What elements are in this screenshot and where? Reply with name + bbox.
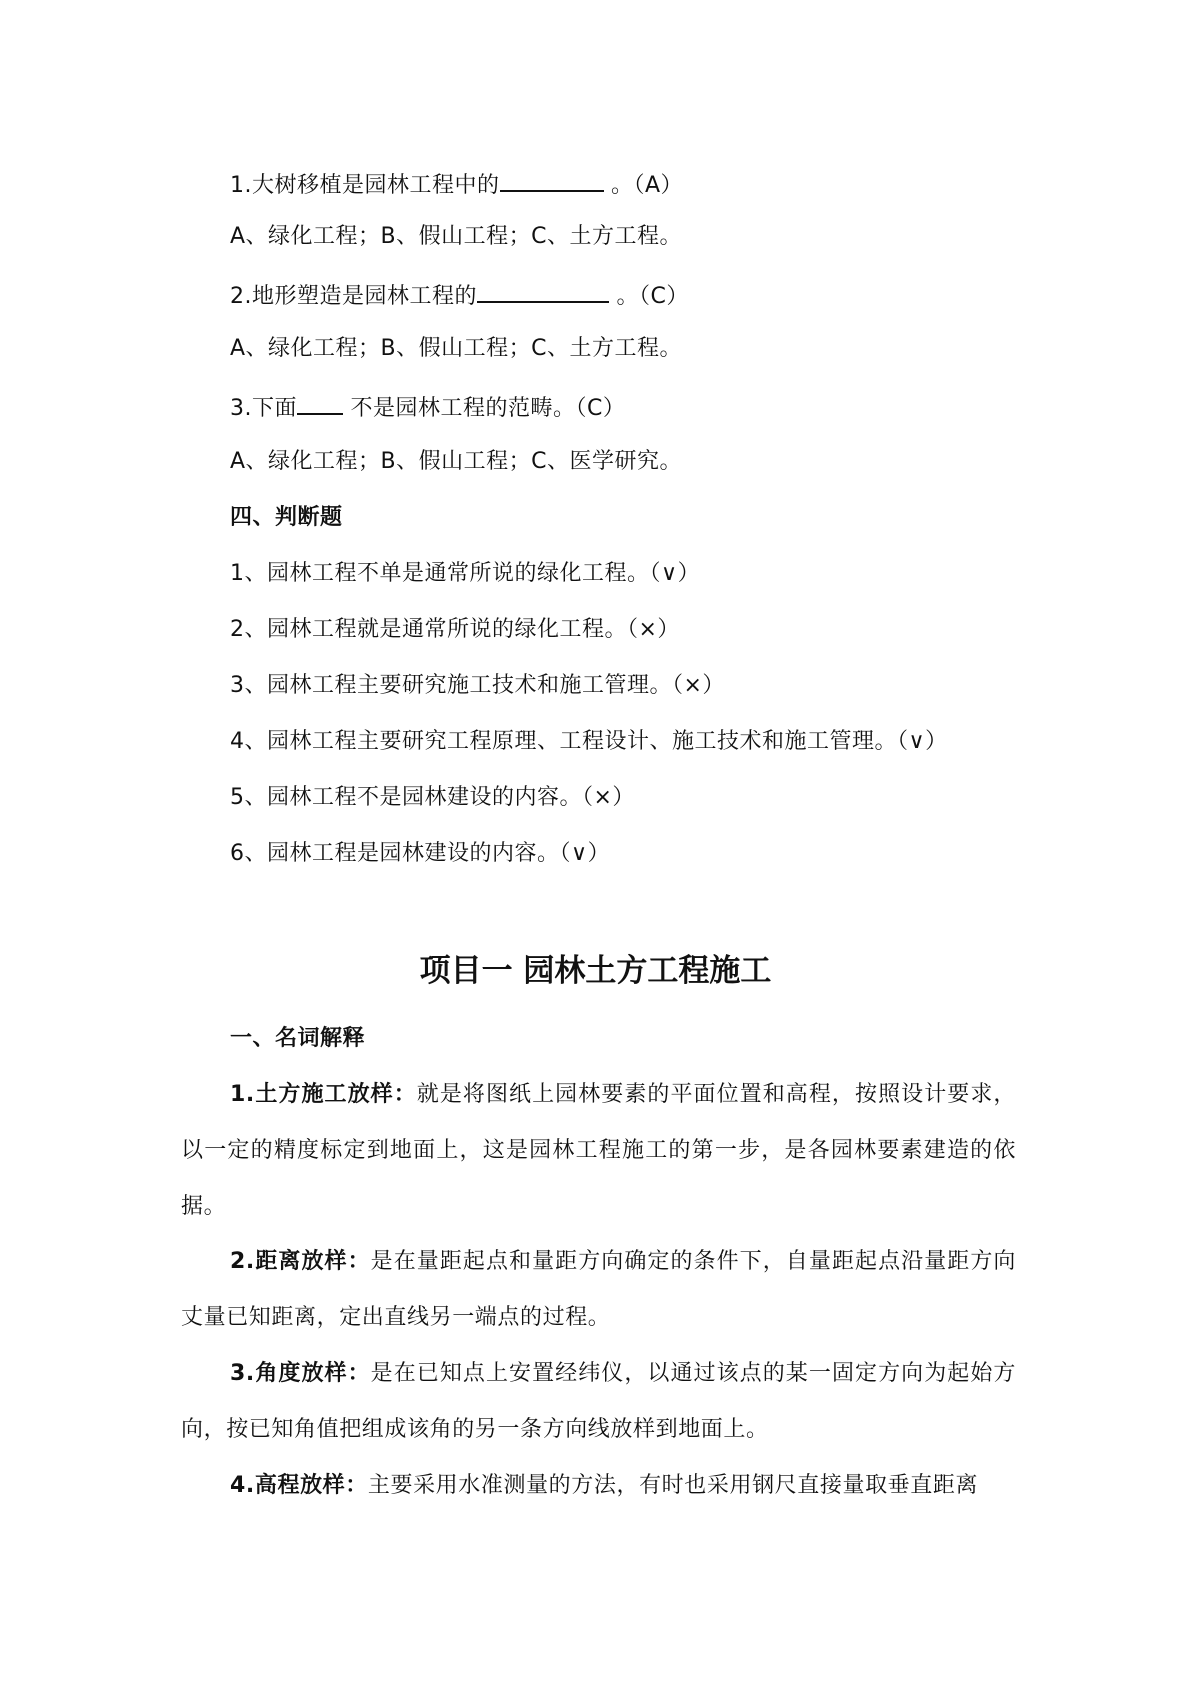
question-1-text: 1.大树移植是园林工程中的 xyxy=(230,173,500,198)
term-text: 是在量距起点和量距方向确定的条件下，自量距起点沿量距方向丈量已知距离，定出直线另一端点的过程。 xyxy=(181,1249,1016,1330)
section-heading: 一、名词解释 xyxy=(230,1026,366,1051)
judgment-item: 1、园林工程不单是通常所说的绿化工程。（∨） xyxy=(230,561,701,586)
question-2-text: 2.地形塑造是园林工程的 xyxy=(230,284,477,309)
term-definition xyxy=(181,1346,1016,1458)
term-text: 就是将图纸上园林要素的平面位置和高程，按照设计要求，以一定的精度标定到地面上，这是园林工程施工的第一步，是各园林要素建造的依据。 xyxy=(181,1082,1016,1219)
question-3 xyxy=(230,391,625,424)
question-3-text: 3.下面 xyxy=(230,396,297,421)
judgment-item: 4、园林工程主要研究工程原理、工程设计、施工技术和施工管理。（∨） xyxy=(230,729,948,754)
question-3-options: A、绿化工程；B、假山工程；C、医学研究。 xyxy=(230,449,683,474)
answer-blank xyxy=(500,168,604,192)
question-1-options: A、绿化工程；B、假山工程；C、土方工程。 xyxy=(230,224,683,249)
term-label: 3.角度放样： xyxy=(230,1361,371,1386)
question-1 xyxy=(230,168,683,201)
question-3-answer: 不是园林工程的范畴。（C） xyxy=(343,396,626,421)
term-definition xyxy=(181,1234,1016,1346)
question-2-answer: 。（C） xyxy=(609,284,689,309)
term-definition xyxy=(181,1067,1016,1235)
judgment-item: 3、园林工程主要研究施工技术和施工管理。（×） xyxy=(230,673,725,698)
judgment-item: 5、园林工程不是园林建设的内容。（×） xyxy=(230,785,635,810)
project-title: 项目一 园林土方工程施工 xyxy=(419,953,772,989)
term-label: 2.距离放样： xyxy=(230,1249,371,1274)
judgment-item: 2、园林工程就是通常所说的绿化工程。（×） xyxy=(230,617,680,642)
judgment-heading: 四、判断题 xyxy=(230,505,343,530)
question-2 xyxy=(230,279,689,312)
answer-blank xyxy=(297,391,343,415)
term-definition xyxy=(181,1458,1016,1514)
answer-blank xyxy=(477,279,609,303)
term-label: 1.土方施工放样： xyxy=(230,1082,417,1107)
judgment-item: 6、园林工程是园林建设的内容。（∨） xyxy=(230,841,611,866)
term-text: 是在已知点上安置经纬仪，以通过该点的某一固定方向为起始方向，按已知角值把组成该角的另一条方向线放样到地面上。 xyxy=(181,1361,1016,1442)
term-label: 4.高程放样： xyxy=(230,1473,368,1498)
question-2-options: A、绿化工程；B、假山工程；C、土方工程。 xyxy=(230,336,683,361)
term-text: 主要采用水准测量的方法，有时也采用钢尺直接量取垂直距离 xyxy=(367,1473,979,1498)
question-1-answer: 。（A） xyxy=(603,173,684,198)
